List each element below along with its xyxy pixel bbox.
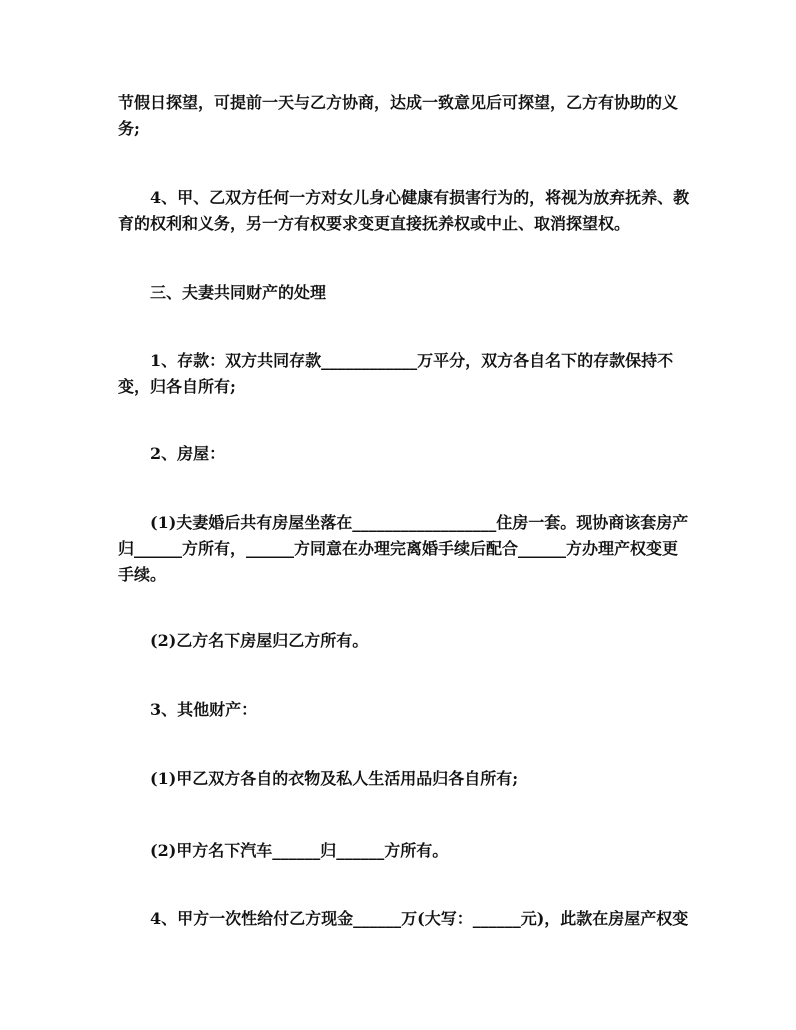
- paragraph-car: (2)甲方名下汽车______归______方所有。: [150, 841, 449, 860]
- paragraph-shared-house-line-1: (1)夫妻婚后共有房屋坐落在__________________住房一套。现协商该套房产: [150, 513, 689, 532]
- paragraph-harm-clause-line-2: 育的权利和义务，另一方有权要求变更直接抚养权或中止、取消探望权。: [118, 214, 631, 233]
- paragraph-deposits-line-1: 1、存款：双方共同存款____________万平分，双方各自名下的存款保持不: [150, 351, 674, 370]
- paragraph-visitation-line-1: 节假日探望，可提前一天与乙方协商，达成一致意见后可探望，乙方有协助的义: [118, 93, 679, 112]
- paragraph-cash-payment: 4、甲方一次性给付乙方现金______万(大写：______元)，此款在房屋产权变: [150, 909, 689, 928]
- paragraph-shared-house-line-3: 手续。: [118, 565, 167, 584]
- paragraph-shared-house-line-2: 归______方所有，______方同意在办理完离婚手续后配合______方办理产权变更: [118, 539, 679, 558]
- paragraph-visitation-line-2: 务;: [118, 119, 140, 138]
- paragraph-harm-clause-line-1: 4、甲、乙双方任何一方对女儿身心健康有损害行为的，将视为放弃抚养、教: [150, 188, 690, 207]
- paragraph-housing-heading: 2、房屋：: [150, 444, 226, 463]
- paragraph-party-b-house: (2)乙方名下房屋归乙方所有。: [150, 631, 369, 650]
- paragraph-clothing: (1)甲乙双方各自的衣物及私人生活用品归各自所有;: [150, 769, 519, 788]
- paragraph-other-property-heading: 3、其他财产：: [150, 700, 258, 719]
- section-heading-property: 三、夫妻共同财产的处理: [150, 283, 327, 302]
- paragraph-deposits-line-2: 变，归各自所有;: [118, 377, 236, 396]
